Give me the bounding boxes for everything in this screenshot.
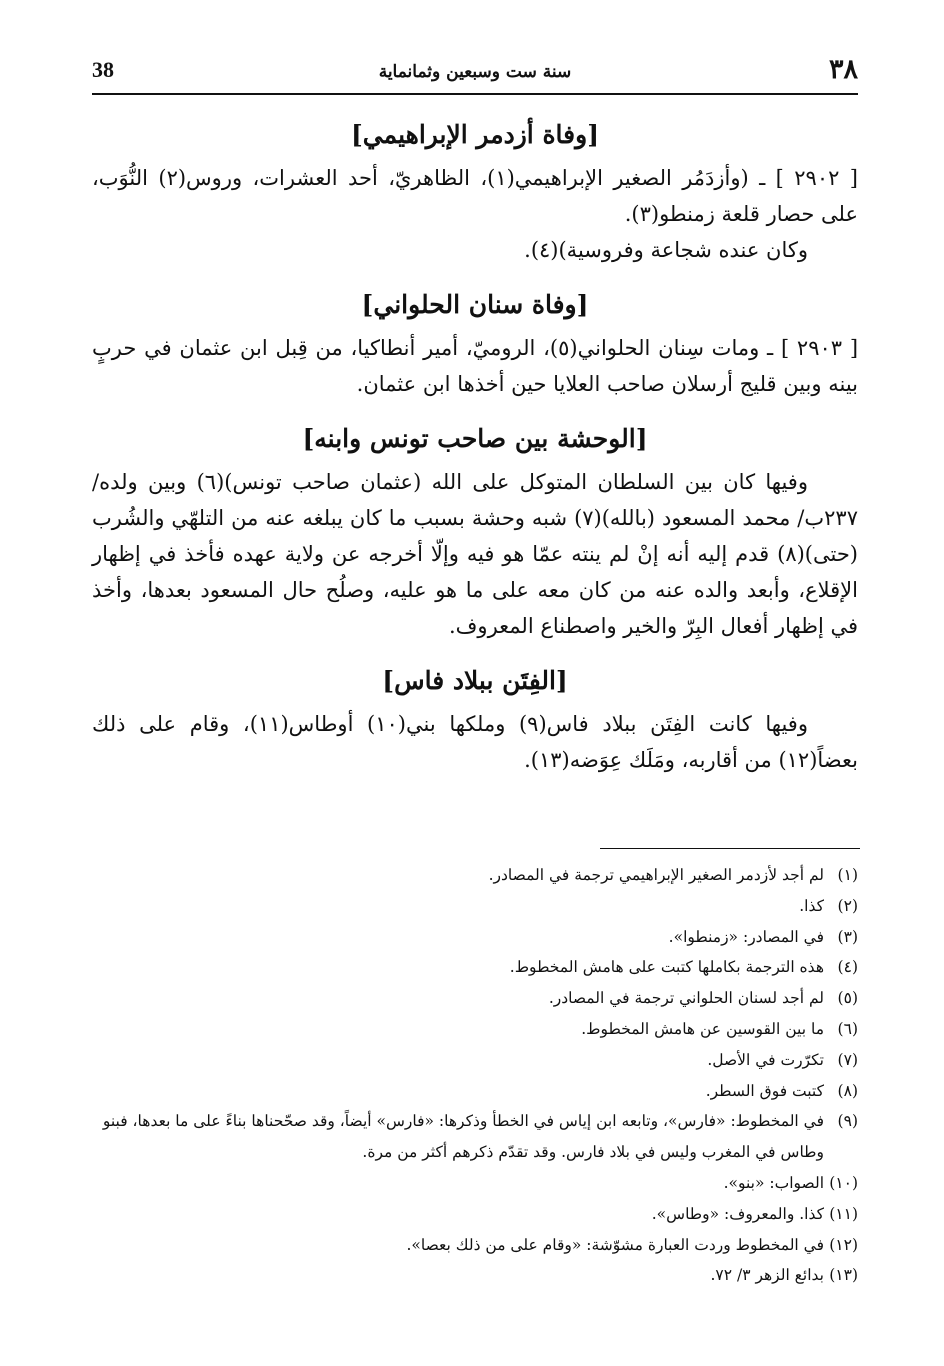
section-heading: [وفاة أزدمر الإبراهيمي] (350, 120, 600, 149)
footnote-number: (٢) (837, 896, 858, 915)
running-title: سنة ست وسبعين وثمانماية (378, 62, 572, 82)
footnote (92, 891, 858, 922)
footnote (92, 1199, 858, 1230)
footnote-number: (٩) (837, 1112, 858, 1131)
footnote (92, 1076, 858, 1107)
header-rule (92, 93, 858, 95)
footnote-text: لم أجد لأزدمر الصغير الإبراهيمي ترجمة في المصادر. (488, 866, 824, 884)
footnote-text: تكرّرت في الأصل. (707, 1050, 824, 1069)
footnote (92, 1106, 858, 1168)
footnote-text: كذا. والمعروف: «وطاس». (651, 1204, 824, 1223)
footnote (92, 1045, 858, 1076)
footnote-rule (600, 848, 860, 849)
footnote (92, 952, 858, 983)
footnote-text: لم أجد لسنان الحلواني ترجمة في المصادر. (548, 989, 824, 1008)
footnote-number: (١) (837, 866, 858, 884)
footnote-text: ما بين القوسين عن هامش المخطوط. (581, 1019, 824, 1038)
footnote (92, 1260, 858, 1291)
section-heading: [وفاة سنان الحلواني] (361, 290, 589, 319)
footnote-number: (٤) (837, 958, 858, 977)
page-header (92, 54, 858, 90)
footnote-text: بدائع الزهر ٣/ ٧٢. (710, 1266, 824, 1285)
footnote-number: (١٠) (829, 1173, 858, 1192)
footnote-number: (١٢) (829, 1235, 858, 1254)
entry-paragraph: [ ٢٩٠٢ ] ـ (وأزدَمُر الصغير الإبراهيمي(١)، الظاهريّ، أحد العشرات، وروس(٢) النُّوَب، على حصار قلعة زمنطو(٣). (92, 166, 858, 226)
entry-paragraph: وفيها كان بين السلطان المتوكل على الله (عثمان صاحب تونس)(٦) وبين ولده/ ٢٣٧ب/ محمد المسعود (بالله)(٧) شبه وحشة بسبب ما كان يبلغه عنه من التلهّي والشُرب (حتى)(٨) قدم إليه أنه إنْ لم ينته عمّا هو فيه وإلّا أخرجه عن ولاية عهده فأخذ في إظهار الإقلاع، وأبعد والده عنه من كان معه على ما هو عليه، وصلُح حال المسعود بعدها، وأخذ في إظهار أفعال البِرّ والخير واصطناع المعروف. (92, 470, 858, 638)
entry-paragraph: وكان عنده شجاعة وفروسية)(٤). (524, 238, 808, 262)
main-text (92, 110, 858, 778)
footnote (92, 860, 858, 891)
footnote (92, 1014, 858, 1045)
footnote-text: الصواب: «بنو». (723, 1173, 824, 1192)
footnote-number: (٦) (837, 1019, 858, 1038)
footnote-number: (١٣) (829, 1266, 858, 1285)
entry-paragraph: وفيها كانت الفِتَن ببلاد فاس(٩) وملكها بني(١٠) أوطاس(١١)، وقام على ذلك بعضاً(١٢) من أقاربه، ومَلَك عِوَضه(١٣). (92, 712, 858, 772)
footnote (92, 1168, 858, 1199)
footnote-number: (٨) (837, 1081, 858, 1100)
entry-paragraph: [ ٢٩٠٣ ] ـ ومات سِنان الحلواني(٥)، الروميّ، أمير أنطاكيا، من قِبل ابن عثمان في حربٍ بينه وبين قليج أرسلان صاحب العلايا حين أخذها ابن عثمان. (92, 336, 859, 396)
footnote-number: (٥) (837, 989, 858, 1008)
footnote-number: (٣) (837, 927, 858, 946)
footnote (92, 922, 858, 953)
page-number-latin: 38 (92, 57, 114, 82)
page-number-arabic: ٣٨ (828, 54, 858, 85)
footnotes (92, 860, 858, 1291)
footnote-text: كذا. (799, 896, 824, 915)
footnote-number: (١١) (829, 1204, 858, 1223)
footnote-text: كتبت فوق السطر. (705, 1081, 824, 1100)
footnote (92, 983, 858, 1014)
footnote-number: (٧) (837, 1050, 858, 1069)
footnote (92, 1230, 858, 1261)
footnote-text: في المخطوط وردت العبارة مشوّشة: «وقام على من ذلك بعصا». (406, 1235, 824, 1254)
footnote-text: هذه الترجمة بكاملها كتبت على هامش المخطوط. (509, 958, 824, 977)
section-heading: [الفِتَن ببلاد فاس] (382, 666, 568, 695)
footnote-text: في المصادر: «زمنطوا». (668, 927, 824, 946)
section-heading: [الوحشة بين صاحب تونس وابنه] (302, 424, 648, 453)
footnote-text: في المخطوط: «فارس»، وتابعه ابن إياس في الخطأ وذكرها: «فارس» أيضاً، وقد صحّحناها بناءً على ما بعدها، فبنو وطاس في المغرب وليس في بلاد فارس. وقد تقدّم ذكرهم أكثر من مرة. (102, 1112, 824, 1162)
